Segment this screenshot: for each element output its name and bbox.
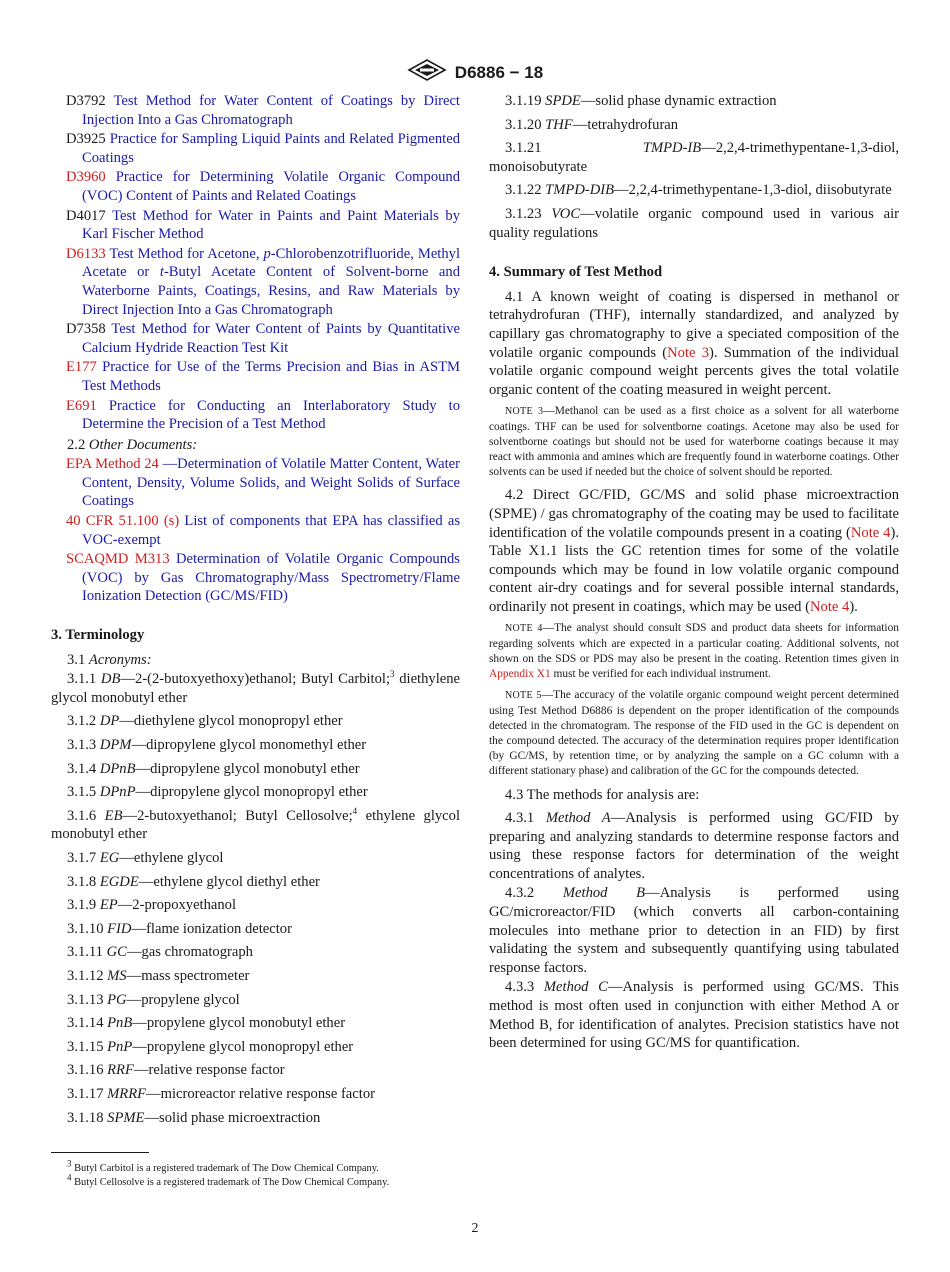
- reference-title-italic[interactable]: p: [263, 245, 271, 262]
- reference-item: [51, 168, 460, 205]
- definitions-list: [51, 670, 460, 1127]
- definition-term: EGDE: [99, 873, 139, 890]
- definition-term: RRF: [107, 1062, 134, 1079]
- reference-item: [51, 92, 460, 129]
- footnote-ref[interactable]: 4: [352, 805, 358, 816]
- definition-number: 3.1.15: [67, 1038, 104, 1055]
- other-document-item: [51, 550, 460, 606]
- definition-term: THF: [545, 116, 573, 133]
- other-document-title[interactable]: List of components that EPA has classified as VOC-exempt: [82, 513, 461, 548]
- reference-item: [51, 320, 460, 357]
- reference-code[interactable]: E177: [66, 359, 97, 376]
- right-column: [489, 92, 899, 1054]
- definition-text: —dipropylene glycol monopropyl ether: [135, 784, 368, 801]
- reference-title[interactable]: Practice for Conducting an Interlaboratory Study to Determine the Precision of a Test Method: [82, 397, 460, 433]
- definition-number: 3.1.21: [505, 140, 542, 157]
- reference-code[interactable]: D4017: [66, 207, 106, 224]
- other-document-title[interactable]: Determination of Volatile Organic Compounds (VOC) by Gas Chromatography/Mass Spectrometry/Flame Ionization Detection (GC/MS/FID): [82, 551, 460, 605]
- other-document-code[interactable]: 40 CFR 51.100 (s): [66, 513, 180, 530]
- reference-title[interactable]: Test Method for Water Content of Paints by Quantitative Calcium Hydride Reaction Test Kit: [82, 321, 461, 356]
- reference-code[interactable]: D3925: [66, 131, 106, 148]
- definition-item: [51, 967, 460, 986]
- definition-text: —ethylene glycol: [119, 849, 224, 866]
- definition-number: 3.1.17: [67, 1085, 104, 1102]
- definition-item: [51, 920, 460, 939]
- definition-text: —2,2,4-trimethypentane-1,3-diol, monoisobutyrate: [489, 140, 899, 175]
- definition-item: [51, 1061, 460, 1080]
- reference-code[interactable]: D3960: [66, 169, 106, 186]
- definition-term: PnP: [107, 1038, 133, 1055]
- reference-item: [51, 358, 460, 395]
- definition-item: [489, 116, 899, 135]
- definition-item: [51, 760, 460, 779]
- definition-term: EP: [99, 897, 118, 914]
- note-3: NOTE 3—Methanol can be used as a first choice as a solvent for all waterborne coatings. THF can be used for solventborne coatings. Acetone may also be used for solventborne coatings but should not be used for waterborne coatings because it may react with ammonia and amines which are frequently found in waterborne coatings. Other solvents can be used if needed but the choice of solvent should be reported.: [489, 405, 899, 479]
- reference-item: [51, 207, 460, 244]
- definition-number: 3.1.18: [67, 1109, 104, 1126]
- definition-term: FID: [107, 920, 132, 937]
- reference-title[interactable]: -Chlorobenzotrifluoride, Methyl Acetate or: [82, 245, 460, 281]
- definition-number: 3.1.13: [67, 991, 104, 1008]
- definition-text: —volatile organic compound used in various air quality regulations: [489, 205, 899, 241]
- paragraph-4-3-2: 4.3.2 Method B—Analysis is performed using GC/microreactor/FID (which converts all carbon-containing molecules into methane prior to detection in an FID) by first validating the system and subsequently quantifying using tabulated response factors.: [489, 885, 899, 976]
- astm-logo-icon: [407, 58, 447, 87]
- definition-item: [51, 873, 460, 892]
- other-document-item: [51, 455, 460, 511]
- reference-title[interactable]: Practice for Use of the Terms Precision and Bias in ASTM Test Methods: [82, 359, 460, 394]
- footnote-ref[interactable]: 3: [390, 669, 395, 680]
- definition-number: 3.1.9: [67, 897, 97, 914]
- reference-item: [51, 130, 460, 167]
- definition-number: 3.1.7: [67, 849, 97, 866]
- definition-term: VOC: [551, 205, 581, 222]
- reference-title[interactable]: Practice for Determining Volatile Organic Compound (VOC) Content of Paints and Related Coatings: [82, 169, 461, 204]
- definition-item: [51, 736, 460, 755]
- reference-title[interactable]: Test Method for Water Content of Coatings by Direct Injection Into a Gas Chromatograph: [82, 93, 460, 128]
- definition-term: MS: [107, 967, 127, 984]
- definition-number: 3.1.23: [505, 205, 542, 222]
- other-document-code[interactable]: SCAQMD M313: [66, 551, 170, 568]
- definition-item: [51, 1109, 460, 1128]
- definition-text: —solid phase microextraction: [144, 1109, 321, 1126]
- definition-text: —solid phase dynamic extraction: [580, 93, 777, 109]
- note-4-link[interactable]: Note 4: [850, 524, 891, 541]
- definition-number: 3.1.14: [67, 1015, 104, 1032]
- footnote-4: $^4$ Butyl Cellosolve is a registered trademark of The Dow Chemical Company.: [67, 1172, 390, 1188]
- definition-text: —2-(2-butoxyethoxy)ethanol; Butyl Carbitol;: [120, 671, 391, 688]
- other-document-item: [51, 512, 460, 549]
- definition-text: —microreactor relative response factor: [146, 1085, 375, 1102]
- definition-term: SPDE: [545, 93, 581, 109]
- definition-item: [51, 943, 460, 962]
- definition-number: 3.1.19: [505, 93, 542, 109]
- footnote-3: $^3$ Butyl Carbitol is a registered trademark of The Dow Chemical Company.: [67, 1158, 379, 1174]
- definition-term: DP: [99, 713, 120, 730]
- definition-text: ethylene glycol monobutyl ether: [51, 807, 460, 843]
- paragraph-4-1: 4.1 A known weight of coating is dispersed in methanol or tetrahydrofuran (THF), internally standardized, and analyzed by capillary gas chromatography to give a speciated composition of the volatile organic compounds (Note 3). Summation of the individual volatile organic compound weight percents gives the total volatile organic content of the coating measured in weight percent.: [489, 288, 899, 398]
- reference-item: [51, 245, 460, 319]
- definition-text: diethylene glycol monobutyl ether: [51, 671, 461, 706]
- definition-text: —relative response factor: [133, 1062, 285, 1079]
- terminology-heading: 3. Terminology: [51, 627, 145, 644]
- definition-term: EG: [99, 849, 120, 866]
- paragraph-4-2: 4.2 Direct GC/FID, GC/MS and solid phase microextraction (SPME) / gas chromatography of the coating may be used to facilitate identification of the volatile compounds present in a coating (Note 4). Table X1.1 lists the GC retention times for some of the volatile compounds which may be found in low volatile organic compound content air-dry coatings and for several possible internal standards, ordinarily not present in coatings, which may be used (Note 4).: [489, 487, 899, 615]
- definition-item: [51, 896, 460, 915]
- definition-text: —flame ionization detector: [131, 920, 292, 937]
- definition-item: [51, 849, 460, 868]
- definition-number: 3.1.1: [67, 671, 97, 688]
- reference-title[interactable]: Test Method for Acetone,: [109, 245, 264, 262]
- definition-text: —diethylene glycol monopropyl ether: [119, 713, 343, 730]
- definition-item: [51, 807, 460, 844]
- definition-number: 3.1.6: [67, 807, 97, 824]
- definition-item: [489, 181, 899, 200]
- footnote-rule: [51, 1152, 149, 1153]
- definition-term: EB: [104, 807, 123, 824]
- reference-item: [51, 397, 460, 434]
- reference-code[interactable]: D3792: [66, 93, 106, 109]
- other-document-title[interactable]: —Determination of Volatile Matter Content, Water Content, Density, Volume Solids, and Weight Solids of Surface Coatings: [82, 456, 460, 510]
- definition-term: TMPD-IB: [642, 140, 702, 157]
- definition-term: GC: [106, 944, 127, 961]
- note-4-link-2[interactable]: Note 4: [809, 598, 850, 615]
- definition-item: [51, 991, 460, 1010]
- definition-number: 3.1.11: [67, 944, 103, 961]
- other-document-code[interactable]: EPA Method 24: [66, 456, 159, 473]
- definition-term: MRRF: [107, 1085, 147, 1102]
- definition-item: [51, 1085, 460, 1104]
- definition-text: —2,2,4-trimethypentane-1,3-diol, diisobutyrate: [614, 182, 892, 199]
- definition-item: [51, 670, 460, 707]
- note-5: NOTE 5—The accuracy of the volatile organic compound weight percent determined using Test Method D6886 is dependent on the proper identification of the compounds detected in the chromatogram. The response of the FID used in the GC is dependent on the compound detected. The accuracy of the determination requires proper identification (by GC/MS, by retention time, or by analyzing the sample on a GC column with a different stationary phase) and calibration of the GC for the compounds detected.: [489, 689, 900, 778]
- paragraph-4-3-1: 4.3.1 Method A—Analysis is performed using GC/FID by preparing and analyzing standards to determine response factors and using these response factors for determination of the weight concentrations of analytes.: [489, 810, 899, 882]
- acronyms-heading: 3.1 Acronyms:: [67, 651, 152, 668]
- definition-term: PG: [107, 991, 127, 1008]
- paragraph-4-3-3: 4.3.3 Method C—Analysis is performed using GC/MS. This method is most often used in conjunction with either Method A or Method B, for identification of analytes. Precision statistics have not been determined for using GC/MS for quantification.: [489, 979, 899, 1052]
- other-documents-list: [51, 455, 460, 606]
- definition-term: TMPD-DIB: [545, 182, 615, 199]
- reference-code[interactable]: D6133: [66, 245, 106, 262]
- reference-title-italic[interactable]: t: [159, 264, 164, 281]
- definition-number: 3.1.20: [505, 116, 542, 133]
- definition-text: —propylene glycol monobutyl ether: [132, 1015, 346, 1032]
- definition-number: 3.1.12: [67, 967, 104, 984]
- definition-number: 3.1.5: [67, 784, 97, 801]
- footnotes: [51, 1158, 460, 1190]
- definition-text: —ethylene glycol diethyl ether: [138, 873, 320, 890]
- page-header: [0, 58, 950, 87]
- definition-number: 3.1.16: [67, 1062, 104, 1079]
- definition-term: DPnB: [99, 760, 136, 777]
- definition-item: [489, 205, 899, 242]
- reference-title[interactable]: Test Method for Water in Paints and Paint Materials by Karl Fischer Method: [82, 207, 461, 243]
- designation: D6886 − 18: [454, 62, 544, 82]
- page-number: 2: [471, 1221, 479, 1236]
- definition-term: SPME: [107, 1109, 145, 1126]
- left-column: [51, 92, 460, 1132]
- definition-item: [489, 139, 899, 176]
- definition-term: DPnP: [99, 784, 136, 801]
- definition-item: [51, 783, 460, 802]
- definition-term: PnB: [107, 1015, 133, 1032]
- definition-number: 3.1.3: [67, 737, 97, 753]
- paragraph-4-3: 4.3 The methods for analysis are:: [505, 786, 700, 803]
- definition-item: [51, 1014, 460, 1033]
- definition-text: —dipropylene glycol monobutyl ether: [135, 760, 360, 777]
- reference-title[interactable]: -Butyl Acetate Content of Solvent-borne and Waterborne Paints, Coatings, Resins, and Raw Materials by Direct Injection Into a Gas Chromatograph: [82, 264, 460, 318]
- definition-text: —gas chromatograph: [126, 944, 253, 961]
- note-4: NOTE 4—The analyst should consult SDS and product data sheets for information regarding solvents which are expected in a particular coating. Additional solvents, not shown on the SDS or PDS may also be present in the coating. Retention times given in Appendix X1 must be verified for each individual instrument.: [489, 622, 899, 681]
- other-documents-heading: 2.2 Other Documents:: [67, 436, 198, 453]
- definition-number: 3.1.22: [505, 182, 542, 199]
- definition-item: [51, 1038, 460, 1057]
- definition-term: DPM: [99, 737, 132, 753]
- definition-number: 3.1.10: [67, 920, 104, 937]
- definition-text: —propylene glycol: [126, 991, 240, 1008]
- summary-heading: 4. Summary of Test Method: [489, 264, 663, 281]
- definition-number: 3.1.8: [67, 873, 97, 890]
- note-3-link[interactable]: Note 3: [667, 344, 710, 361]
- reference-code[interactable]: D7358: [66, 321, 106, 338]
- definition-number: 3.1.4: [67, 760, 97, 777]
- reference-code[interactable]: E691: [66, 397, 97, 414]
- definition-text: —2-butoxyethanol; Butyl Cellosolve;: [122, 807, 353, 824]
- definitions-list-continued: [489, 92, 899, 242]
- definition-item: [51, 712, 460, 731]
- definition-text: —tetrahydrofuran: [572, 116, 679, 133]
- reference-title[interactable]: Practice for Sampling Liquid Paints and Related Pigmented Coatings: [82, 131, 461, 166]
- definition-term: DB: [100, 671, 121, 688]
- referenced-documents: [51, 92, 460, 434]
- definition-text: —dipropylene glycol monomethyl ether: [131, 737, 367, 753]
- definition-text: —propylene glycol monopropyl ether: [132, 1038, 354, 1055]
- definition-text: —mass spectrometer: [126, 967, 250, 984]
- definition-text: —2-propoxyethanol: [117, 897, 237, 914]
- definition-item: [489, 92, 899, 111]
- appendix-x1-link[interactable]: Appendix X1: [489, 668, 551, 681]
- definition-number: 3.1.2: [67, 713, 97, 730]
